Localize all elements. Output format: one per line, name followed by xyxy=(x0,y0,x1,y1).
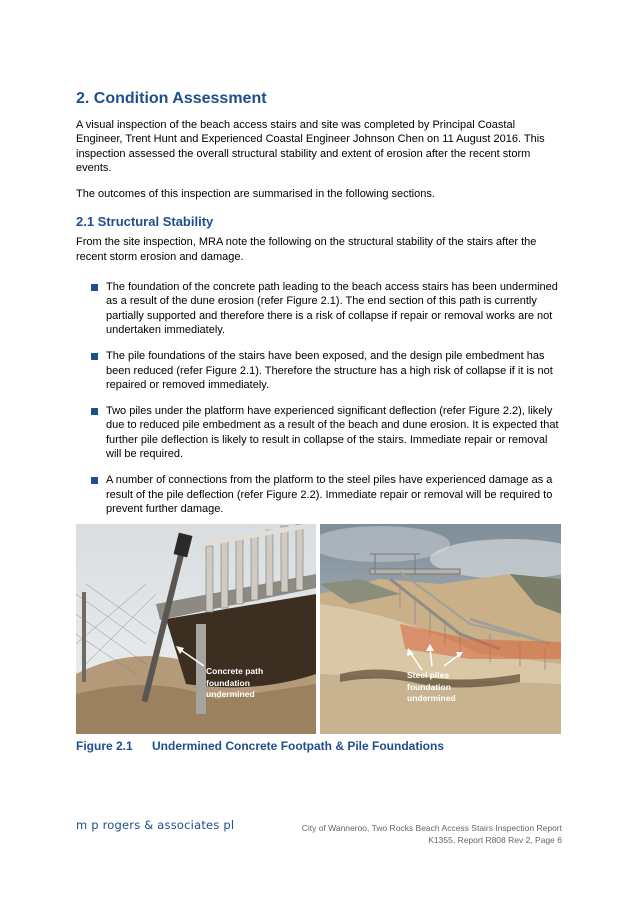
list-item xyxy=(76,404,564,461)
bullet-text: The foundation of the concrete path leading to the beach access stairs has been undermined as a result of the dune erosion (refer Figure 2.1). The end section of this path is currently partially supported and therefore there is a risk of collapse if repair or removal works are not undertaken immediately. xyxy=(106,281,558,336)
footer-info xyxy=(302,822,562,846)
figure-caption xyxy=(76,739,444,753)
section-intro: A visual inspection of the beach access stairs and site was completed by Principal Coastal Engineer, Trent Hunt and Experienced Coastal Engineer Johnson Chen on 11 August 2016. This inspection assessed the overall structural stability and extent of erosion after the recent storm events. xyxy=(76,119,545,174)
footer-report-title: City of Wanneroo, Two Rocks Beach Access Stairs Inspection Report xyxy=(301,823,562,833)
left-annotation: Concrete path foundation undermined xyxy=(206,666,264,699)
bullet-text: Two piles under the platform have experienced significant deflection (refer Figure 2.2), likely due to reduced pile embedment as a result of the beach and dune erosion. It is expected that further pile deflection is likely to result in collapse of the stairs. Immediate repair or removal will be required. xyxy=(106,405,559,461)
bullet-square-icon xyxy=(91,353,98,360)
list-item xyxy=(76,349,564,392)
footer-page-number: K1355, Report R808 Rev 2, Page 6 xyxy=(428,835,562,845)
findings-list xyxy=(76,280,564,516)
bullet-square-icon xyxy=(91,477,98,484)
bullet-square-icon xyxy=(91,408,98,415)
photo-concrete-path xyxy=(76,524,316,734)
page-content xyxy=(76,88,564,528)
section-heading: 2. Condition Assessment xyxy=(76,90,267,107)
bullet-square-icon xyxy=(91,284,98,291)
figure-2-1 xyxy=(76,524,561,734)
right-annotation: Steel piles foundation undermined xyxy=(407,670,456,703)
photo-stairs-piles xyxy=(320,524,561,734)
list-item xyxy=(76,280,564,337)
bullet-text: The pile foundations of the stairs have been exposed, and the design pile embedment has been reduced (refer Figure 2.1). Therefore the structure has a high risk of collapse if it is not repaired or removed immediately. xyxy=(106,350,553,391)
company-logo: m p rogers & associates pl xyxy=(76,818,235,832)
subsection-heading: 2.1 Structural Stability xyxy=(76,214,214,230)
section-outcomes: The outcomes of this inspection are summarised in the following sections. xyxy=(76,188,435,201)
bullet-text: A number of connections from the platform to the steel piles have experienced damage as a result of the pile deflection (refer Figure 2.2). Immediate repair or removal will be required to prevent further damage. xyxy=(106,474,553,515)
subsection-intro: From the site inspection, MRA note the following on the structural stability of the stairs after the recent storm erosion and damage. xyxy=(76,236,537,263)
caption-number: Figure 2.1 xyxy=(76,739,133,753)
caption-text: Undermined Concrete Footpath & Pile Foundations xyxy=(152,739,445,753)
list-item xyxy=(76,473,564,516)
